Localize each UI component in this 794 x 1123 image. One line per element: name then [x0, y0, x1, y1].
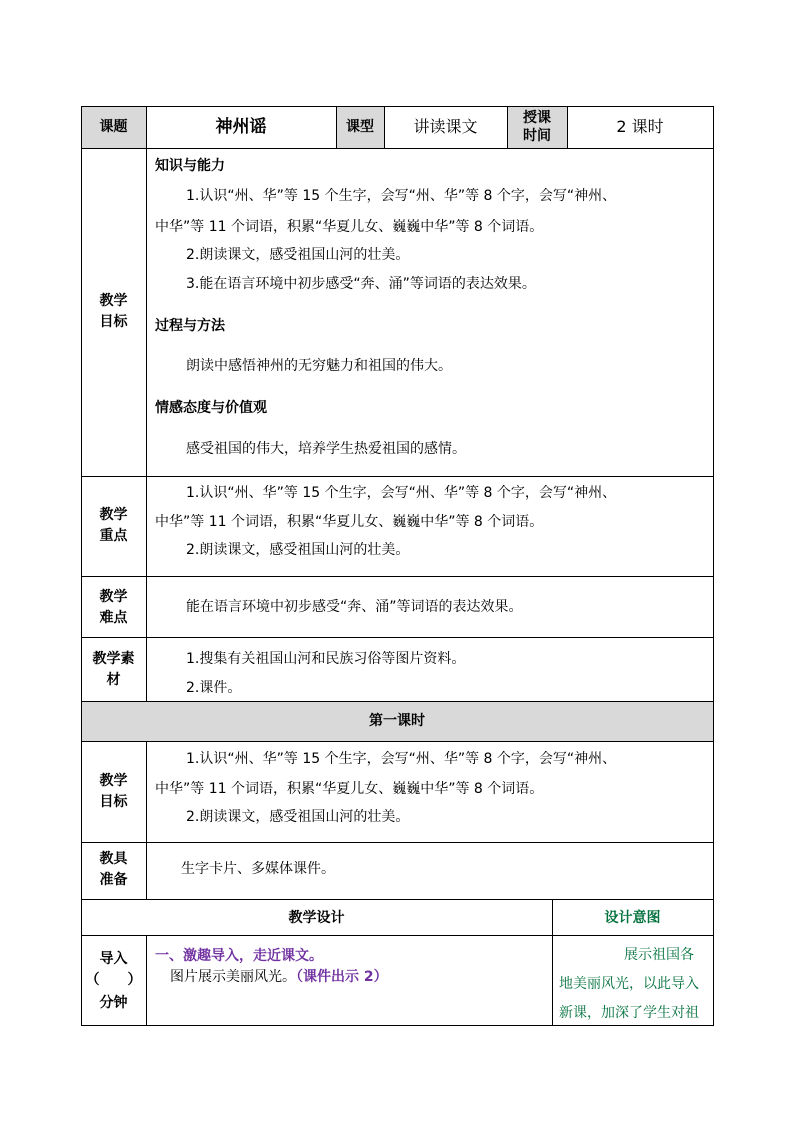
objectives-label-1: 教学	[99, 293, 128, 309]
key-points-label-2: 重点	[99, 528, 128, 544]
intent-header: 设计意图	[604, 910, 661, 926]
difficulties-label-1: 教学	[99, 589, 128, 605]
time-label-line-1: 授课	[523, 110, 551, 126]
intro-body-text: 图片展示美丽风光。	[170, 969, 296, 985]
intro-body-note: （课件出示 2）	[296, 969, 388, 985]
intro-body	[170, 969, 388, 985]
lesson-objectives-line-1b: 中华”等 11 个词语，积累“华夏儿女、巍巍中华”等 8 个词语。	[155, 781, 544, 797]
emotion-text: 感受祖国的伟大，培养学生热爱祖国的感情。	[186, 441, 466, 457]
topic-value: 神州谣	[215, 117, 267, 137]
tools-text: 生字卡片、多媒体课件。	[181, 861, 335, 877]
knowledge-line-1b: 中华”等 11 个词语，积累“华夏儿女、巍巍中华”等 8 个词语。	[155, 219, 544, 235]
objectives-label-2: 目标	[99, 314, 128, 330]
process-text: 朗读中感悟神州的无穷魅力和祖国的伟大。	[186, 358, 452, 374]
materials-line-2: 2.课件。	[186, 680, 242, 696]
time-label-line-2: 时间	[523, 128, 551, 144]
intro-label-3: 分钟	[99, 995, 128, 1011]
knowledge-title: 知识与能力	[155, 158, 225, 174]
type-value: 讲读课文	[413, 117, 478, 136]
tools-label-1: 教具	[99, 851, 128, 867]
lesson-objectives-line-1a: 1.认识“州、华”等 15 个生字，会写“州、华”等 8 个字，会写“神州、	[186, 751, 617, 767]
lesson-objectives-label-1: 教学	[99, 773, 128, 789]
knowledge-line-2: 2.朗读课文，感受祖国山河的壮美。	[186, 247, 410, 263]
intro-heading: 一、激趣导入，走近课文。	[155, 948, 323, 964]
emotion-title: 情感态度与价值观	[155, 400, 267, 416]
key-points-label-1: 教学	[99, 507, 128, 523]
difficulties-text: 能在语言环境中初步感受“奔、涌”等词语的表达效果。	[186, 599, 523, 615]
difficulties-label-2: 难点	[99, 610, 128, 626]
lesson-objectives-label-2: 目标	[99, 794, 128, 810]
type-label: 课型	[346, 119, 374, 135]
intro-label-2: （ ）	[85, 972, 142, 988]
materials-line-1: 1.搜集有关祖国山河和民族习俗等图片资料。	[186, 651, 466, 667]
knowledge-line-1a: 1.认识“州、华”等 15 个生字，会写“州、华”等 8 个字，会写“神州、	[186, 188, 617, 204]
tools-label-2: 准备	[99, 872, 128, 888]
process-title: 过程与方法	[155, 318, 225, 334]
design-header: 教学设计	[288, 910, 345, 926]
key-points-line-1b: 中华”等 11 个词语，积累“华夏儿女、巍巍中华”等 8 个词语。	[155, 514, 544, 530]
time-value: 2 课时	[616, 117, 664, 136]
key-points-line-2: 2.朗读课文，感受祖国山河的壮美。	[186, 542, 410, 558]
key-points-line-1a: 1.认识“州、华”等 15 个生字，会写“州、华”等 8 个字，会写“神州、	[186, 485, 617, 501]
first-lesson-title: 第一课时	[369, 713, 425, 729]
knowledge-line-3: 3.能在语言环境中初步感受“奔、涌”等词语的表达效果。	[186, 276, 536, 292]
intro-intent-line-2: 地美丽风光，以此导入	[559, 976, 699, 992]
lesson-objectives-line-2: 2.朗读课文，感受祖国山河的壮美。	[186, 809, 410, 825]
intro-intent-line-1: 展示祖国各	[624, 947, 694, 963]
intro-intent-line-3: 新课，加深了学生对祖	[559, 1005, 699, 1021]
intro-label-1: 导入	[99, 951, 128, 967]
materials-label-2: 材	[106, 672, 121, 688]
materials-label-1: 教学素	[92, 651, 135, 667]
topic-label: 课题	[99, 119, 128, 135]
